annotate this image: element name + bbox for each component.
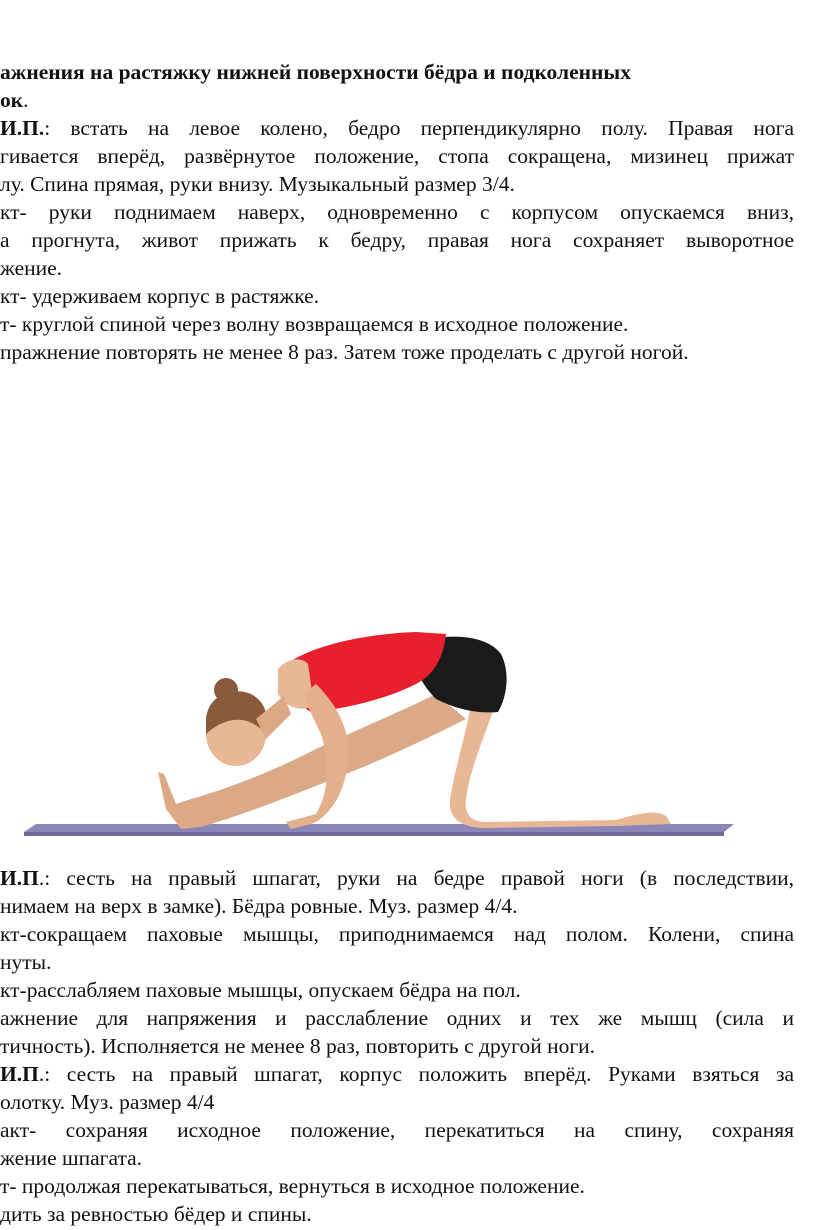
paragraph-line: лу. Спина прямая, руки внизу. Музыкальный размер 3/4.: [0, 172, 515, 196]
paragraph-line: нуты.: [0, 950, 52, 974]
start-position-label: И.П: [0, 866, 39, 890]
paragraph-line: кт-расслабляем паховые мышцы, опускаем бёдра на пол.: [0, 978, 521, 1002]
paragraph-line: кт-сокращаем паховые мышцы, приподнимаемся над полом. Колени, спина: [0, 922, 794, 946]
paragraph-line: дить за ревностью бёдер и спины.: [0, 1202, 312, 1226]
paragraph-line: жение.: [0, 256, 63, 280]
start-position-label: И.П: [0, 1062, 39, 1086]
start-position-label: И.П.: [0, 116, 45, 140]
paragraph-line: акт- сохраняя исходное положение, перекатиться на спину, сохраняя: [0, 1118, 794, 1142]
stretch-pose-illustration: [16, 624, 740, 846]
paragraph-line: И.П.: сесть на правый шпагат, корпус положить вперёд. Руками взяться за: [0, 1062, 794, 1086]
paragraph-line: олотку. Муз. размер 4/4: [0, 1090, 215, 1114]
section-title-line-1: ажнения на растяжку нижней поверхности бёдра и подколенных: [0, 60, 631, 84]
paragraph-line: тичность). Исполняется не менее 8 раз, повторить с другой ноги.: [0, 1034, 596, 1058]
paragraph-line: И.П.: встать на левое колено, бедро перпендикулярно полу. Правая нога: [0, 116, 794, 140]
paragraph-line: пражнение повторять не менее 8 раз. Затем тоже проделать с другой ногой.: [0, 340, 689, 364]
paragraph-line: кт- удерживаем корпус в растяжке.: [0, 284, 320, 308]
kneeling-leg: [450, 702, 671, 828]
paragraph-line: т- круглой спиной через волну возвращаемся в исходное положение.: [0, 312, 629, 336]
paragraph-line: И.П.: сесть на правый шпагат, руки на бедре правой ноги (в последствии,: [0, 866, 794, 890]
hair-bun: [214, 678, 238, 702]
paragraph-line: жение шпагата.: [0, 1146, 143, 1170]
paragraph-line: т- продолжая перекатываться, вернуться в исходное положение.: [0, 1174, 585, 1198]
yoga-mat-edge: [24, 832, 724, 836]
paragraph-line: гивается вперёд, развёрнутое положение, стопа сокращена, мизинец прижат: [0, 144, 794, 168]
paragraph-line: нимаем на верх в замке). Бёдра ровные. Муз. размер 4/4.: [0, 894, 518, 918]
section-title-line-2: ок.: [0, 88, 29, 112]
exercise-photo: [16, 624, 740, 846]
paragraph-line: кт- руки поднимаем наверх, одновременно с корпусом опускаемся вниз,: [0, 200, 794, 224]
paragraph-line: а прогнута, живот прижать к бедру, правая нога сохраняет выворотное: [0, 228, 794, 252]
paragraph-line: ажнение для напряжения и расслабление одних и тех же мышц (сила и: [0, 1006, 794, 1030]
